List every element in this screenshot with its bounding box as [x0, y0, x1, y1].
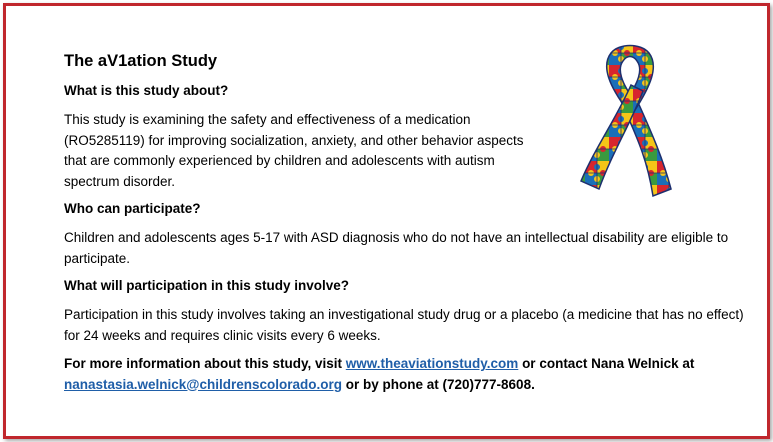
website-link[interactable]: www.theaviationstudy.com	[345, 356, 519, 371]
section-text-participants: Children and adolescents ages 5-17 with ASD diagnosis who do not have an intellectual disability are eligible to participate.	[64, 230, 729, 266]
contact-text-2: or contact Nana Welnick at	[518, 356, 695, 371]
contact-text-3: or by phone at (720)777-8608.	[342, 376, 535, 392]
section-heading-about: What is this study about?	[64, 83, 229, 98]
section-heading-participants: Who can participate?	[64, 201, 201, 216]
flyer-content	[64, 50, 744, 395]
study-title: The aV1ation Study	[64, 52, 218, 70]
contact-text-1: For more information about this study, visit	[64, 356, 346, 371]
flyer-frame	[3, 3, 770, 439]
email-link[interactable]: nanastasia.welnick@childrenscolorado.org	[64, 376, 342, 392]
contact-info	[64, 354, 744, 395]
section-text-about: This study is examining the safety and effectiveness of a medication (RO5285119) for improving socialization, anxiety, and other behavior aspects that are commonly experienced by children and adolescents with autism spectrum disorder.	[64, 112, 524, 189]
section-heading-involvement: What will participation in this study involve?	[64, 278, 350, 293]
section-text-involvement: Participation in this study involves taking an investigational study drug or a placebo (a medicine that has no effect) for 24 weeks and requires clinic visits every 6 weeks.	[64, 307, 744, 343]
